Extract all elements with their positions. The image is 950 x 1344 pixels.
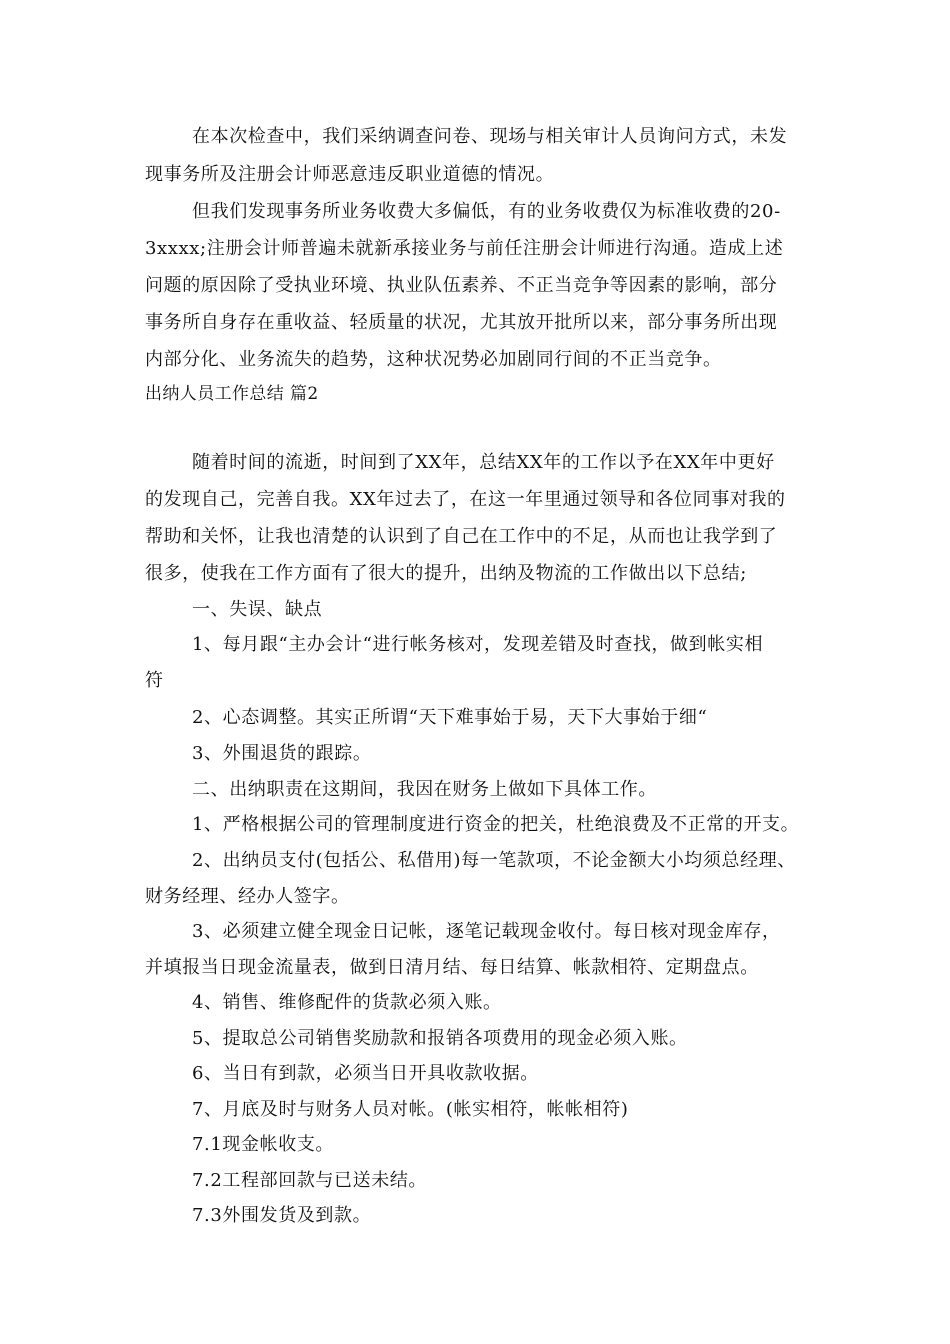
list-item: 6、当日有到款，必须当日开具收款收据。 (192, 1063, 539, 1084)
list-item-continuation: 符 (145, 670, 164, 691)
paragraph-line: 内部分化、业务流失的趋势，这种状况势必加剧同行间的不正当竞争。 (145, 349, 722, 370)
sub-list-item: 7.1现金帐收支。 (192, 1134, 335, 1155)
paragraph-line: 在本次检查中，我们采纳调查问卷、现场与相关审计人员询问方式，未发 (192, 126, 788, 147)
list-item-continuation: 财务经理、经办人签字。 (145, 886, 350, 907)
list-item: 3、必须建立健全现金日记帐，逐笔记载现金收付。每日核对现金库存， (192, 921, 781, 942)
list-heading: 二、出纳职责在这期间，我因在财务上做如下具体工作。 (192, 779, 657, 800)
section-heading: 出纳人员工作总结 篇2 (145, 384, 319, 404)
list-item: 5、提取总公司销售奖励款和报销各项费用的现金必须入账。 (192, 1028, 688, 1049)
paragraph-line: 随着时间的流逝，时间到了XX年，总结XX年的工作以予在XX年中更好 (192, 452, 775, 473)
sub-list-item: 7.3外围发货及到款。 (192, 1205, 372, 1226)
sub-list-item: 7.2工程部回款与已送未结。 (192, 1170, 428, 1191)
list-item-continuation: 并填报当日现金流量表，做到日清月结、每日结算、帐款相符、定期盘点。 (145, 957, 759, 978)
list-item: 2、心态调整。其实正所谓“天下难事始于易，天下大事始于细“ (192, 707, 708, 728)
paragraph-line: 但我们发现事务所业务收费大多偏低，有的业务收费仅为标准收费的20- (192, 201, 781, 222)
paragraph-line: 事务所自身存在重收益、轻质量的状况，尤其放开批所以来，部分事务所出现 (145, 312, 778, 333)
paragraph-line: 很多，使我在工作方面有了很大的提升，出纳及物流的工作做出以下总结; (145, 563, 747, 584)
list-heading: 一、失误、缺点 (192, 599, 323, 620)
list-item: 1、严格根据公司的管理制度进行资金的把关，杜绝浪费及不正常的开支。 (192, 814, 800, 835)
list-item: 3、外围退货的跟踪。 (192, 743, 372, 764)
paragraph-line: 3xxxx;注册会计师普遍未就新承接业务与前任注册会计师进行沟通。造成上述 (145, 238, 784, 259)
paragraph-line: 帮助和关怀，让我也清楚的认识到了自己在工作中的不足，从而也让我学到了 (145, 526, 778, 547)
list-item: 4、销售、维修配件的货款必须入账。 (192, 992, 502, 1013)
paragraph-line: 现事务所及注册会计师恶意违反职业道德的情况。 (145, 164, 555, 185)
list-item: 1、每月跟“主办会计“进行帐务核对，发现差错及时查找，做到帐实相 (192, 634, 764, 655)
paragraph-line: 问题的原因除了受执业环境、执业队伍素养、不正当竞争等因素的影响，部分 (145, 275, 778, 296)
paragraph-line: 的发现自己，完善自我。XX年过去了，在这一年里通过领导和各位同事对我的 (145, 489, 786, 510)
list-item: 2、出纳员支付(包括公、私借用)每一笔款项，不论金额大小均须总经理、 (192, 850, 796, 871)
list-item: 7、月底及时与财务人员对帐。(帐实相符，帐帐相符) (192, 1099, 629, 1120)
